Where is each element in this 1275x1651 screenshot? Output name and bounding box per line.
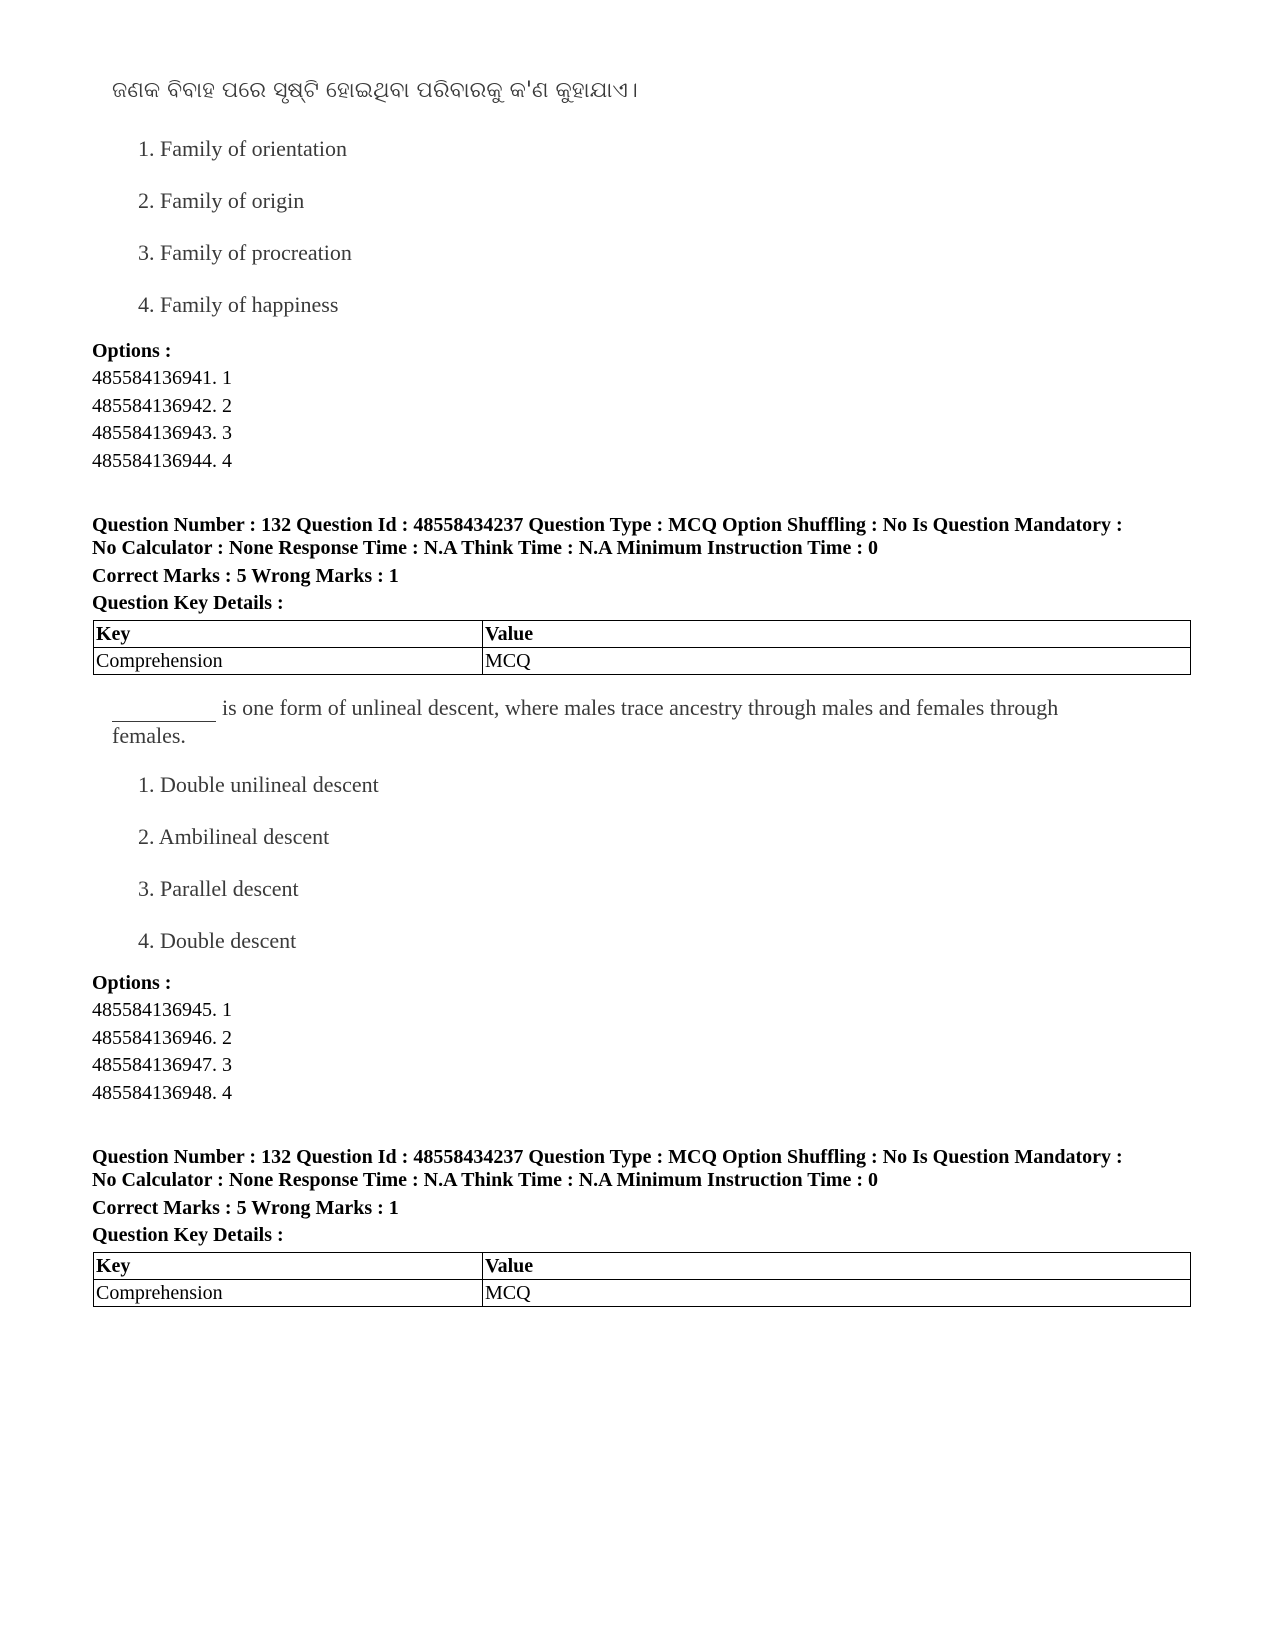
table-header-value: Value: [483, 621, 1191, 648]
question-meta-line2: No Calculator : None Response Time : N.A Think Time : N.A Minimum Instruction Time : 0: [92, 537, 878, 559]
option-line: 485584136945. 1: [92, 999, 232, 1021]
choice-item: 1. Family of orientation: [138, 136, 347, 161]
option-line: 485584136941. 1: [92, 367, 232, 389]
choice-item: 3. Family of procreation: [138, 240, 352, 265]
table-row: [94, 1280, 1191, 1307]
key-details-label: Question Key Details :: [92, 1224, 284, 1246]
question-meta-line2: No Calculator : None Response Time : N.A Think Time : N.A Minimum Instruction Time : 0: [92, 1169, 878, 1191]
fill-blank: [112, 701, 216, 722]
choice-item: 3. Parallel descent: [138, 876, 299, 901]
choice-item: 2. Ambilineal descent: [138, 824, 330, 849]
question-stem-line2: females.: [112, 723, 186, 748]
table-header-row: [94, 621, 1191, 648]
marks-line: Correct Marks : 5 Wrong Marks : 1: [92, 565, 399, 587]
option-line: 485584136944. 4: [92, 450, 232, 472]
table-row: [94, 648, 1191, 675]
question-stem: [112, 694, 1152, 750]
table-header-value: Value: [483, 1253, 1191, 1280]
question-key-table: [93, 620, 1191, 675]
question-text-odia: ଜଣକ ବିବାହ ପରେ ସୃଷ୍ଟି ହୋଇଥିବା ପରିବାରକୁ କ'ଣ କୁହାଯାଏ।: [112, 78, 638, 103]
option-line: 485584136948. 4: [92, 1082, 232, 1104]
key-details-label: Question Key Details :: [92, 592, 284, 614]
option-line: 485584136947. 3: [92, 1054, 232, 1076]
choice-item: 4. Double descent: [138, 928, 297, 953]
option-line: 485584136943. 3: [92, 422, 232, 444]
choice-item: 4. Family of happiness: [138, 292, 339, 317]
table-header-row: [94, 1253, 1191, 1280]
table-header-key: Key: [94, 1253, 483, 1280]
option-line: 485584136946. 2: [92, 1027, 232, 1049]
option-line: 485584136942. 2: [92, 395, 232, 417]
options-label: Options :: [92, 972, 172, 994]
table-cell-key: Comprehension: [94, 1280, 483, 1307]
table-cell-value: MCQ: [483, 648, 1191, 675]
table-header-key: Key: [94, 621, 483, 648]
table-cell-value: MCQ: [483, 1280, 1191, 1307]
question-meta-line1: Question Number : 132 Question Id : 48558434237 Question Type : MCQ Option Shuffling : No Is Question Mandatory :: [92, 1146, 1123, 1168]
question-stem-line1: is one form of unlineal descent, where males trace ancestry through males and females through: [222, 695, 1059, 720]
question-key-table: [93, 1252, 1191, 1307]
question-meta-line1: Question Number : 132 Question Id : 48558434237 Question Type : MCQ Option Shuffling : No Is Question Mandatory :: [92, 514, 1123, 536]
table-cell-key: Comprehension: [94, 648, 483, 675]
marks-line: Correct Marks : 5 Wrong Marks : 1: [92, 1197, 399, 1219]
options-label: Options :: [92, 340, 172, 362]
choice-item: 2. Family of origin: [138, 188, 305, 213]
choice-item: 1. Double unilineal descent: [138, 772, 379, 797]
